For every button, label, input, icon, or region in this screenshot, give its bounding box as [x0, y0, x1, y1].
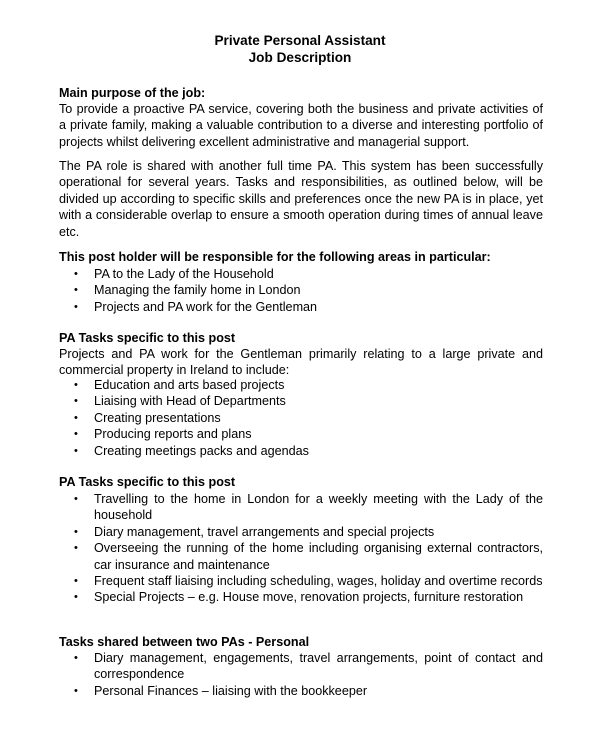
bullet-icon: • — [74, 652, 78, 664]
bullet-icon: • — [74, 684, 78, 697]
list-item — [59, 393, 543, 409]
list-item — [59, 426, 543, 442]
list-item-text: Creating meetings packs and agendas — [94, 443, 309, 458]
list-item — [59, 299, 543, 315]
pa-tasks-intro: Projects and PA work for the Gentleman primarily relating to a large private and commercial property in Ireland to include: — [59, 347, 543, 378]
bullet-icon: • — [74, 428, 78, 441]
list-item-text: Diary management, engagements, travel arrangements, point of contact and correspondence — [94, 651, 543, 682]
main-purpose-paragraph: To provide a proactive PA service, covering both the business and private activities of a private family, making a valuable contribution to a diverse and interesting portfolio of projects whilst delivering excellent administrative and managerial support. — [59, 102, 543, 149]
bullet-icon: • — [74, 444, 78, 457]
list-item — [59, 650, 543, 683]
pa-tasks-list — [59, 491, 543, 606]
bullet-icon: • — [74, 379, 78, 391]
list-item-text: Personal Finances – liaising with the bookkeeper — [94, 683, 368, 698]
list-item-text: Education and arts based projects — [94, 378, 285, 392]
list-item-text: Creating presentations — [94, 410, 221, 425]
bullet-icon: • — [74, 300, 78, 313]
list-item — [59, 589, 543, 605]
main-purpose-heading: Main purpose of the job: — [59, 86, 206, 100]
list-item — [59, 491, 543, 524]
shared-tasks-heading: Tasks shared between two PAs - Personal — [59, 635, 310, 649]
bullet-icon: • — [74, 525, 78, 538]
bullet-icon: • — [74, 493, 78, 505]
list-item — [59, 443, 543, 459]
list-item-text: PA to the Lady of the Household — [94, 267, 274, 281]
bullet-icon: • — [74, 411, 78, 424]
list-item — [59, 524, 543, 540]
list-item-text: Liaising with Head of Departments — [94, 394, 286, 409]
responsibilities-heading: This post holder will be responsible for the following areas in particular: — [59, 250, 491, 264]
pa-tasks-list — [59, 377, 543, 459]
pa-role-paragraph: The PA role is shared with another full time PA. This system has been successfully operational for several years. Tasks and responsibilities, as outlined below, will be divided up according to specific skills and preferences once the new PA is in place, yet with a considerable overlap to ensure a smooth operation during times of annual leave etc. — [59, 159, 543, 239]
pa-tasks-heading: PA Tasks specific to this post — [59, 475, 236, 489]
document-subtitle: Job Description — [248, 50, 352, 65]
bullet-icon: • — [74, 395, 78, 408]
list-item — [59, 282, 543, 298]
list-item — [59, 266, 543, 282]
list-item — [59, 377, 543, 393]
bullet-icon: • — [74, 575, 78, 588]
list-item-text: Projects and PA work for the Gentleman — [94, 299, 318, 314]
list-item — [59, 683, 543, 699]
responsibilities-list — [59, 266, 543, 315]
list-item-text: Special Projects – e.g. House move, renovation projects, furniture restoration — [94, 590, 524, 605]
bullet-icon: • — [74, 542, 78, 555]
list-item-text: Overseeing the running of the home including organising external contractors, car insurance and maintenance — [94, 541, 543, 572]
list-item — [59, 573, 543, 589]
list-item-text: Producing reports and plans — [94, 427, 252, 442]
document-title: Private Personal Assistant — [214, 33, 386, 48]
list-item-text: Travelling to the home in London for a weekly meeting with the Lady of the household — [94, 492, 543, 523]
pa-tasks-heading: PA Tasks specific to this post — [59, 331, 236, 345]
list-item-text: Frequent staff liaising including scheduling, wages, holiday and overtime records — [94, 574, 543, 589]
bullet-icon: • — [74, 268, 78, 280]
list-item-text: Diary management, travel arrangements and special projects — [94, 524, 435, 539]
shared-tasks-list — [59, 650, 543, 699]
list-item — [59, 540, 543, 573]
bullet-icon: • — [74, 284, 78, 297]
bullet-icon: • — [74, 591, 78, 604]
list-item — [59, 410, 543, 426]
list-item-text: Managing the family home in London — [94, 283, 301, 298]
